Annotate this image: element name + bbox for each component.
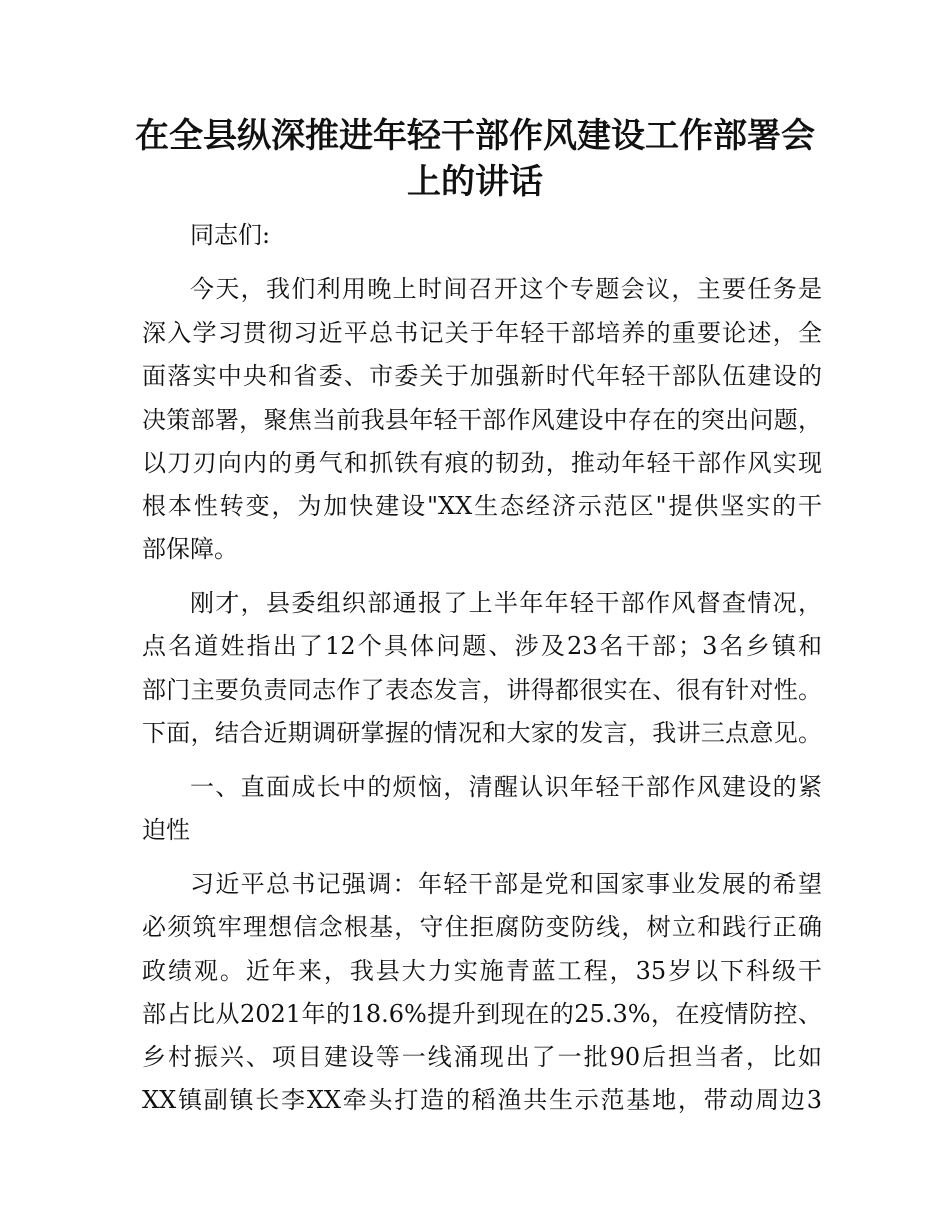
- paragraph-2-line-3: 部门主要负责同志作了表态发言，讲得都很实在、很有针对性。: [142, 676, 822, 704]
- paragraph-1-line-3: 面落实中央和省委、市委关于加强新时代年轻干部队伍建设的: [142, 362, 822, 390]
- paragraph-1-line-6: 根本性转变，为加快建设"XX生态经济示范区"提供坚实的干: [142, 492, 822, 520]
- salutation: 同志们:: [190, 221, 271, 249]
- paragraph-3-line-6: XX镇副镇长李XX牵头打造的稻渔共生示范基地，带动周边3: [142, 1086, 822, 1114]
- paragraph-1-line-4: 决策部署，聚焦当前我县年轻干部作风建设中存在的突出问题，: [142, 406, 822, 434]
- paragraph-1-line-5: 以刀刃向内的勇气和抓铁有痕的韧劲，推动年轻干部作风实现: [142, 449, 822, 477]
- paragraph-2-line-1: 刚才，县委组织部通报了上半年年轻干部作风督查情况，: [190, 589, 822, 617]
- document-title-line-1: 在全县纵深推进年轻干部作风建设工作部署会: [135, 116, 815, 156]
- paragraph-1-line-2: 深入学习贯彻习近平总书记关于年轻干部培养的重要论述，全: [142, 319, 822, 347]
- document-title-line-2: 上的讲话: [407, 162, 543, 202]
- paragraph-1-line-1: 今天，我们利用晚上时间召开这个专题会议，主要任务是: [190, 275, 822, 303]
- section-heading-1-line-2: 迫性: [142, 816, 190, 844]
- paragraph-3-line-4: 部占比从2021年的18.6%提升到现在的25.3%，在疫情防控、: [142, 1000, 822, 1028]
- paragraph-2-line-4: 下面，结合近期调研掌握的情况和大家的发言，我讲三点意见。: [142, 719, 822, 747]
- section-heading-1-line-1: 一、直面成长中的烦恼，清醒认识年轻干部作风建设的紧: [190, 773, 822, 801]
- paragraph-3-line-2: 必须筑牢理想信念根基，守住拒腐防变防线，树立和践行正确: [142, 913, 822, 941]
- paragraph-3-line-5: 乡村振兴、项目建设等一线涌现出了一批90后担当者，比如: [142, 1043, 822, 1071]
- paragraph-2-line-2: 点名道姓指出了12个具体问题、涉及23名干部；3名乡镇和: [142, 632, 822, 660]
- paragraph-3-line-1: 习近平总书记强调：年轻干部是党和国家事业发展的希望: [190, 870, 822, 898]
- paragraph-1-line-7: 部保障。: [142, 535, 238, 563]
- paragraph-3-line-3: 政绩观。近年来，我县大力实施青蓝工程，35岁以下科级干: [142, 957, 822, 985]
